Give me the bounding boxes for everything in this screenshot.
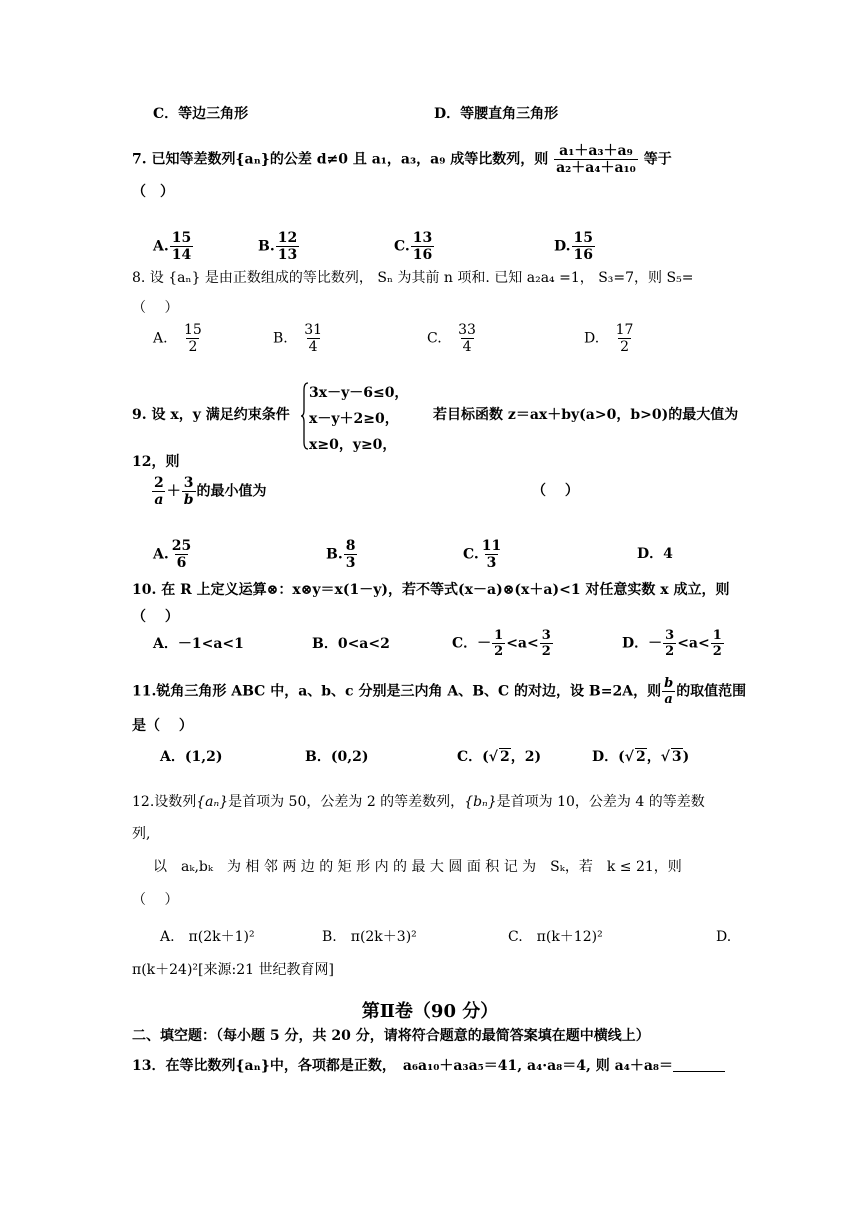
q7-option-c <box>394 230 435 263</box>
q9-objective: 若目标函数 z＝ax＋by(a>0，b>0)的最大值为 <box>433 407 739 423</box>
q9-constraint-1: 3x－y－6≤0， <box>309 385 409 401</box>
q11-option-d-radicand-1: 2 <box>635 749 646 765</box>
q7-option-a-num: 15 <box>171 230 192 246</box>
q8-option-a-num: 15 <box>184 322 202 338</box>
q12-option-b: B. π(2k＋3)² <box>322 929 417 945</box>
q12-line1 <box>132 792 705 812</box>
q9-option-a-label: A. <box>153 546 169 563</box>
q7-option-d-den: 16 <box>573 247 593 263</box>
q7-option-d <box>554 230 596 263</box>
q8-option-c <box>427 322 479 355</box>
q8-option-c-den: 4 <box>462 339 472 355</box>
q9-option-c-num: 11 <box>481 538 502 554</box>
q8-option-a <box>153 322 205 355</box>
q7-ratio-num: a₁＋a₃＋a₉ <box>559 143 633 159</box>
q9-option-a-den: 6 <box>176 555 187 571</box>
q11-stem-text: 11.锐角三角形 ABC 中，a、b、c 分别是三内角 A、B、C 的对边，设 B=2A，则 <box>132 683 662 700</box>
q11-ratio-num: b <box>664 676 674 691</box>
q9-expression: $\frac{2}{a}$ ＋ $\frac{3}{b}$ 的最小值为 <box>154 475 267 508</box>
q8-option-d-den: 2 <box>620 339 630 355</box>
q11-line2: 是（ ） <box>132 718 193 734</box>
q11-option-b: B．(0,2) <box>305 749 369 765</box>
q8-option-b <box>273 322 325 355</box>
q9-line2: 12，则 <box>132 454 180 470</box>
q8-option-a-den: 2 <box>188 339 198 355</box>
q9-expr-f2-den: b <box>183 492 194 508</box>
q12-source-note: [来源:21 世纪教育网] <box>198 962 334 978</box>
q10-c1-num: 1 <box>494 628 504 643</box>
q12-seq-a: {aₙ} <box>196 794 229 810</box>
q11-option-d-mid: ， <box>646 749 661 765</box>
q7-option-a-den: 14 <box>171 247 192 263</box>
q8-stem: 8. 设 {aₙ} 是由正数组成的等比数列， Sₙ 为其前 n 项和. 已知 a₂a₄ =1， S₃=7，则 S₅= <box>132 270 694 286</box>
q9-option-b-den: 3 <box>345 555 356 571</box>
q9-option-b-num: 8 <box>345 538 356 554</box>
q10-option-c-pre: C．－ <box>452 635 492 652</box>
q11-option-c: C．(√ 2，2) <box>457 749 542 765</box>
q9-expr-f2-num: 3 <box>183 475 194 491</box>
q11-option-d-post: ) <box>682 749 690 765</box>
q7-option-b-label: B. <box>258 238 275 255</box>
q12-option-c: C. π(k＋12)² <box>508 929 603 945</box>
q12-option-a: A. π(2k＋1)² <box>160 929 255 945</box>
q7-option-b <box>258 230 300 263</box>
q12-option-d-label: D. <box>716 929 732 945</box>
q11-option-d-pre: D．( <box>592 749 625 765</box>
q13-stem-text: 13．在等比数列{aₙ}中，各项都是正数， a₆a₁₀＋a₃a₅＝41, a₄·a₈＝4, 则 a₄＋a₈＝ <box>132 1058 674 1074</box>
q9-option-c-den: 3 <box>486 555 497 571</box>
q10-c1-den: 2 <box>494 644 504 659</box>
q7-ratio-den: a₂＋a₄＋a₁₀ <box>556 160 636 176</box>
q11-option-d: D．(√ 2，√ 3) <box>592 749 690 765</box>
q9-expr-tail: 的最小值为 <box>196 483 267 500</box>
q9-answer-paren: （ ） <box>532 483 579 499</box>
q8-option-d-label: D. <box>584 330 600 347</box>
q10-c2-den: 2 <box>541 644 551 659</box>
q7-option-d-num: 15 <box>573 230 593 246</box>
q10-d2-num: 1 <box>712 628 722 643</box>
q7-option-a <box>153 230 194 263</box>
q8-option-c-num: 33 <box>458 322 476 338</box>
q10-option-c <box>452 628 554 659</box>
q9-system-brace <box>301 382 309 450</box>
q6-option-c: C．等边三角形 <box>153 106 249 122</box>
q7-ratio-fraction <box>554 143 638 176</box>
q7-stem-tail: 等于 <box>643 151 672 168</box>
q12-answer-paren: （ ） <box>132 892 179 908</box>
q8-answer-paren: （ ） <box>132 300 179 316</box>
q11-ratio-den: a <box>664 692 673 707</box>
q11-stem <box>132 676 746 707</box>
q8-option-d <box>584 322 636 355</box>
section-fill-in-heading: 二、填空题：（每小题 5 分，共 20 分，请将符合题意的最简答案填在题中横线上） <box>132 1028 650 1044</box>
q7-option-b-num: 12 <box>277 230 298 246</box>
q10-c2-num: 3 <box>541 628 551 643</box>
q7-option-c-label: C. <box>394 238 410 255</box>
q12-option-d-expr: π(k＋24)² <box>132 962 199 978</box>
q10-d1-den: 2 <box>665 644 675 659</box>
q10-option-d-pre: D．－ <box>622 635 663 652</box>
q8-option-b-den: 4 <box>308 339 318 355</box>
q11-option-c-post: ，2) <box>510 749 542 765</box>
q9-option-c-label: C. <box>463 546 479 563</box>
q9-option-b-label: B. <box>326 546 343 563</box>
q10-stem: 10. 在 R 上定义运算⊗：x⊗y＝x(1－y)，若不等式(x－a)⊗(x＋a)<1 对任意实数 x 成立，则 <box>132 582 730 598</box>
q12-seq-b: {bₙ} <box>464 794 497 810</box>
q10-option-d-mid: <a< <box>677 635 710 652</box>
q11-option-d-radicand-2: 3 <box>671 749 682 765</box>
q9-option-a <box>153 538 194 571</box>
q7-stem <box>132 143 672 176</box>
q8-option-d-num: 17 <box>615 322 634 338</box>
q10-d2-den: 2 <box>712 644 722 659</box>
q7-option-a-label: A. <box>153 238 169 255</box>
q10-option-d <box>622 628 725 659</box>
q7-answer-paren: （ ） <box>132 184 174 200</box>
q12-line1-a: 12.设数列 <box>132 794 197 810</box>
q10-option-a: A．－1<a<1 <box>153 636 244 652</box>
q7-option-b-den: 13 <box>277 247 298 263</box>
q9-expr-f1-den: a <box>154 492 164 508</box>
part2-title: 第Ⅱ卷（90 分） <box>361 1001 499 1022</box>
q9-constraint-2: x－y＋2≥0， <box>309 411 399 427</box>
q12-line3: 以 aₖ,bₖ 为 相 邻 两 边 的 矩 形 内 的 最 大 圆 面 积 记 为 Sₖ，若 k ≤ 21，则 <box>153 859 682 875</box>
q7-stem-text: 7. 已知等差数列{aₙ}的公差 d≠0 且 a₁，a₃，a₉ 成等比数列，则 <box>132 151 549 168</box>
q9-constraint-3: x≥0，y≥0， <box>309 437 397 453</box>
q7-option-c-den: 16 <box>412 247 433 263</box>
q10-option-c-mid: <a< <box>506 635 539 652</box>
q8-option-c-label: C. <box>427 330 442 347</box>
q12-option-d-value <box>132 960 334 980</box>
q11-stem-tail: 的取值范围 <box>676 683 747 700</box>
q9-expr-f1-num: 2 <box>154 475 164 491</box>
q7-option-c-num: 13 <box>412 230 433 246</box>
q10-option-b: B．0<a<2 <box>312 636 390 652</box>
q9-option-b <box>326 538 358 571</box>
q9-option-d: D．4 <box>637 546 673 562</box>
q8-option-b-num: 31 <box>304 322 323 338</box>
q10-d1-num: 3 <box>665 628 675 643</box>
q9-stem: 9. 设 x，y 满足约束条件 <box>132 407 290 423</box>
q12-line1-c: 是首项为 10，公差为 4 的等差数 <box>496 794 705 810</box>
q8-option-a-label: A. <box>153 330 168 347</box>
q6-option-d: D．等腰直角三角形 <box>434 106 559 122</box>
q8-option-b-label: B. <box>273 330 288 347</box>
q11-option-a: A．(1,2) <box>160 749 223 765</box>
q12-line2: 列, <box>132 826 151 842</box>
q12-line1-b: 是首项为 50，公差为 2 的等差数列， <box>228 794 465 810</box>
q10-answer-paren: （ ） <box>132 609 179 625</box>
q9-option-a-num: 25 <box>171 538 192 554</box>
q9-option-c <box>463 538 504 571</box>
q11-option-c-pre: C．( <box>457 749 489 765</box>
q13-answer-blank[interactable] <box>673 1057 725 1072</box>
q13-stem <box>132 1056 725 1076</box>
q7-option-d-label: D. <box>554 238 571 255</box>
q11-option-c-radicand: 2 <box>499 749 510 765</box>
